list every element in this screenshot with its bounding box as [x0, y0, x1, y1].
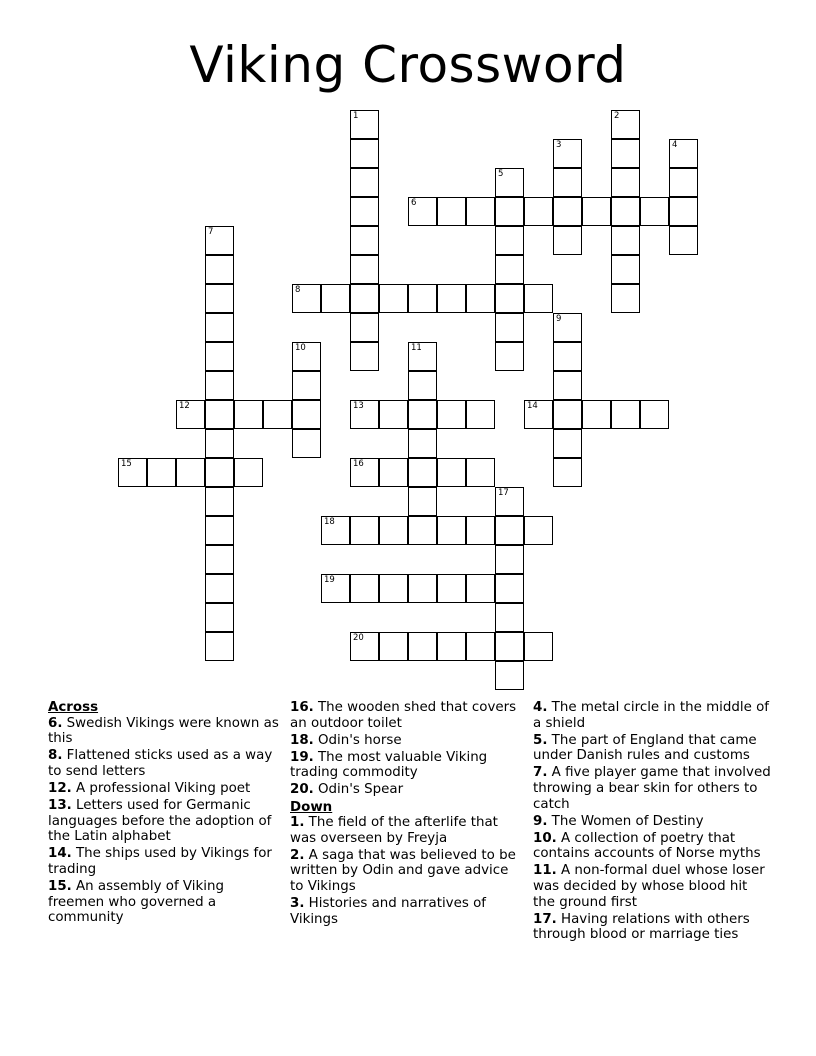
- clue-label: 12.: [48, 780, 72, 796]
- clue-text: An assembly of Viking freemen who governed a community: [48, 879, 224, 926]
- clue-label: 15.: [48, 879, 72, 895]
- grid-cell[interactable]: [466, 400, 495, 429]
- grid-cell[interactable]: [205, 371, 234, 400]
- grid-cell[interactable]: [437, 400, 466, 429]
- clue-text: A non-formal duel whose loser was decided by whose blood hit the ground first: [533, 863, 765, 910]
- grid-cell[interactable]: [553, 400, 582, 429]
- grid-cell[interactable]: [292, 371, 321, 400]
- clue-text: The most valuable Viking trading commodity: [290, 749, 488, 781]
- grid-cell[interactable]: [437, 516, 466, 545]
- clue-number: 6: [411, 198, 417, 208]
- clue-label: 19.: [290, 749, 314, 765]
- grid-cell[interactable]: [495, 632, 524, 661]
- grid-cell[interactable]: [350, 197, 379, 226]
- grid-cell[interactable]: [292, 429, 321, 458]
- grid-cell[interactable]: [408, 632, 437, 661]
- grid-cell[interactable]: [292, 400, 321, 429]
- grid-cell[interactable]: [205, 487, 234, 516]
- grid-cell[interactable]: [379, 516, 408, 545]
- grid-cell[interactable]: [495, 226, 524, 255]
- clue-number: 7: [208, 227, 214, 237]
- grid-cell[interactable]: [408, 429, 437, 458]
- clue-text: Letters used for Germanic languages before the adoption of the Latin alphabet: [48, 798, 272, 845]
- clue-number: 1: [353, 111, 359, 121]
- clue-label: 11.: [533, 863, 557, 879]
- grid-cell[interactable]: [350, 458, 379, 487]
- clue-label: 16.: [290, 700, 314, 715]
- grid-cell[interactable]: [176, 400, 205, 429]
- clue-number: 3: [556, 140, 562, 150]
- grid-cell[interactable]: [408, 516, 437, 545]
- grid-cell[interactable]: [350, 110, 379, 139]
- grid-cell[interactable]: [495, 603, 524, 632]
- grid-cell[interactable]: [669, 226, 698, 255]
- clue-column-2: [290, 700, 526, 929]
- clue-label: 10.: [533, 830, 557, 846]
- clue-label: 13.: [48, 798, 72, 814]
- clue-number: 5: [498, 169, 504, 179]
- grid-cell[interactable]: [292, 342, 321, 371]
- across-clue: [290, 750, 526, 781]
- grid-cell[interactable]: [379, 400, 408, 429]
- grid-cell[interactable]: [611, 139, 640, 168]
- grid-cell[interactable]: [466, 458, 495, 487]
- clue-text: The part of England that came under Danish rules and customs: [533, 732, 757, 764]
- grid-cell[interactable]: [553, 226, 582, 255]
- clue-label: 3.: [290, 896, 305, 912]
- grid-cell[interactable]: [553, 371, 582, 400]
- across-clue: [48, 781, 284, 797]
- grid-cell[interactable]: [408, 574, 437, 603]
- across-clue: [48, 846, 284, 877]
- grid-cell[interactable]: [553, 139, 582, 168]
- clue-text: Odin's horse: [318, 732, 402, 748]
- across-clue: [48, 798, 284, 845]
- grid-cell[interactable]: [611, 226, 640, 255]
- grid-cell[interactable]: [466, 632, 495, 661]
- across-clue: [290, 782, 526, 798]
- grid-cell[interactable]: [379, 458, 408, 487]
- grid-cell[interactable]: [408, 197, 437, 226]
- grid-cell[interactable]: [350, 632, 379, 661]
- down-clue: [290, 848, 526, 895]
- down-clue: [533, 733, 773, 764]
- grid-cell[interactable]: [408, 284, 437, 313]
- clue-text: Histories and narratives of Vikings: [290, 896, 486, 927]
- grid-cell[interactable]: [553, 458, 582, 487]
- clue-number: 19: [324, 575, 335, 585]
- grid-cell[interactable]: [495, 255, 524, 284]
- down-heading: Down: [290, 799, 333, 815]
- across-clue: [48, 716, 284, 747]
- grid-cell[interactable]: [669, 168, 698, 197]
- grid-cell[interactable]: [350, 168, 379, 197]
- grid-cell[interactable]: [495, 313, 524, 342]
- clue-text: A five player game that involved throwing a bear skin for others to catch: [533, 765, 771, 812]
- clue-text: Swedish Vikings were known as this: [48, 715, 279, 747]
- clue-text: The metal circle in the middle of a shield: [533, 700, 770, 731]
- grid-cell[interactable]: [611, 197, 640, 226]
- clue-text: Flattened sticks used as a way to send letters: [48, 748, 273, 779]
- clue-number: 2: [614, 111, 620, 121]
- clue-number: 12: [179, 401, 190, 411]
- down-clue: [533, 700, 773, 731]
- grid-cell[interactable]: [350, 226, 379, 255]
- grid-cell[interactable]: [495, 516, 524, 545]
- grid-cell[interactable]: [350, 255, 379, 284]
- grid-cell[interactable]: [205, 458, 234, 487]
- clue-label: 6.: [48, 715, 63, 731]
- grid-cell[interactable]: [205, 429, 234, 458]
- grid-cell[interactable]: [582, 197, 611, 226]
- across-clue: [290, 733, 526, 749]
- grid-cell[interactable]: [350, 516, 379, 545]
- clue-text: Odin's Spear: [318, 782, 404, 798]
- grid-cell[interactable]: [437, 284, 466, 313]
- across-heading: Across: [48, 700, 99, 715]
- grid-cell[interactable]: [350, 313, 379, 342]
- clue-text: The Women of Destiny: [551, 813, 704, 829]
- grid-cell[interactable]: [553, 342, 582, 371]
- grid-cell[interactable]: [205, 545, 234, 574]
- grid-cell[interactable]: [176, 458, 205, 487]
- grid-cell[interactable]: [466, 284, 495, 313]
- grid-cell[interactable]: [495, 661, 524, 690]
- down-clue: [533, 814, 773, 830]
- grid-cell[interactable]: [495, 487, 524, 516]
- clue-number: 17: [498, 488, 509, 498]
- down-clue: [290, 896, 526, 927]
- grid-cell[interactable]: [524, 516, 553, 545]
- grid-cell[interactable]: [205, 516, 234, 545]
- grid-cell[interactable]: [350, 342, 379, 371]
- grid-cell[interactable]: [495, 284, 524, 313]
- grid-cell[interactable]: [524, 632, 553, 661]
- grid-cell[interactable]: [408, 342, 437, 371]
- clue-label: 2.: [290, 847, 305, 863]
- clue-number: 20: [353, 633, 364, 643]
- clue-text: The ships used by Vikings for trading: [48, 846, 272, 877]
- clue-label: 9.: [533, 813, 548, 829]
- clue-text: A professional Viking poet: [76, 780, 251, 796]
- clue-text: Having relations with others through blood or marriage ties: [533, 911, 750, 943]
- grid-cell[interactable]: [234, 400, 263, 429]
- clue-label: 8.: [48, 748, 63, 764]
- grid-cell[interactable]: [669, 139, 698, 168]
- down-clue: [290, 815, 526, 846]
- clue-number: 9: [556, 314, 562, 324]
- grid-cell[interactable]: [205, 400, 234, 429]
- grid-cell[interactable]: [466, 574, 495, 603]
- grid-cell[interactable]: [350, 284, 379, 313]
- grid-cell[interactable]: [524, 197, 553, 226]
- grid-cell[interactable]: [640, 400, 669, 429]
- clue-label: 14.: [48, 846, 72, 862]
- grid-cell[interactable]: [611, 168, 640, 197]
- across-clue: [48, 748, 284, 779]
- grid-cell[interactable]: [582, 400, 611, 429]
- grid-cell[interactable]: [205, 284, 234, 313]
- clue-number: 15: [121, 459, 132, 469]
- grid-cell[interactable]: [379, 574, 408, 603]
- grid-cell[interactable]: [147, 458, 176, 487]
- grid-cell[interactable]: [437, 197, 466, 226]
- grid-cell[interactable]: [321, 284, 350, 313]
- grid-cell[interactable]: [205, 226, 234, 255]
- grid-cell[interactable]: [495, 168, 524, 197]
- grid-cell[interactable]: [495, 197, 524, 226]
- grid-cell[interactable]: [350, 139, 379, 168]
- grid-cell[interactable]: [553, 168, 582, 197]
- grid-cell[interactable]: [495, 342, 524, 371]
- grid-cell[interactable]: [408, 458, 437, 487]
- clue-label: 20.: [290, 782, 314, 798]
- grid-cell[interactable]: [611, 110, 640, 139]
- down-clue: [533, 831, 773, 862]
- grid-cell[interactable]: [495, 545, 524, 574]
- clue-label: 5.: [533, 732, 548, 748]
- grid-cell[interactable]: [350, 574, 379, 603]
- grid-cell[interactable]: [350, 400, 379, 429]
- clue-number: 13: [353, 401, 364, 411]
- clue-text: A collection of poetry that contains accounts of Norse myths: [533, 830, 761, 862]
- clue-label: 4.: [533, 700, 548, 715]
- grid-cell[interactable]: [205, 574, 234, 603]
- grid-cell[interactable]: [205, 313, 234, 342]
- grid-cell[interactable]: [669, 197, 698, 226]
- grid-cell[interactable]: [437, 632, 466, 661]
- down-clue: [533, 765, 773, 812]
- grid-cell[interactable]: [611, 284, 640, 313]
- grid-cell[interactable]: [640, 197, 669, 226]
- clue-text: The wooden shed that covers an outdoor toilet: [290, 700, 517, 731]
- grid-cell[interactable]: [263, 400, 292, 429]
- grid-cell[interactable]: [234, 458, 263, 487]
- clue-number: 18: [324, 517, 335, 527]
- grid-cell[interactable]: [205, 603, 234, 632]
- clue-number: 8: [295, 285, 301, 295]
- grid-cell[interactable]: [466, 197, 495, 226]
- grid-cell[interactable]: [379, 632, 408, 661]
- grid-cell[interactable]: [205, 342, 234, 371]
- grid-cell[interactable]: [321, 516, 350, 545]
- clue-text: The field of the afterlife that was overseen by Freyja: [290, 815, 498, 846]
- grid-cell[interactable]: [408, 371, 437, 400]
- down-clue: [533, 863, 773, 910]
- clue-label: 1.: [290, 815, 305, 831]
- grid-cell[interactable]: [118, 458, 147, 487]
- across-clue: [48, 879, 284, 926]
- clue-number: 4: [672, 140, 678, 150]
- grid-cell[interactable]: [437, 458, 466, 487]
- grid-cell[interactable]: [524, 400, 553, 429]
- grid-cell[interactable]: [553, 313, 582, 342]
- clue-number: 14: [527, 401, 538, 411]
- clue-column-3: [533, 700, 773, 944]
- clue-label: 7.: [533, 765, 548, 781]
- clue-number: 16: [353, 459, 364, 469]
- grid-cell[interactable]: [466, 516, 495, 545]
- clue-column-1: [48, 700, 284, 927]
- grid-cell[interactable]: [205, 632, 234, 661]
- grid-cell[interactable]: [524, 284, 553, 313]
- grid-cell[interactable]: [553, 429, 582, 458]
- clue-number: 10: [295, 343, 306, 353]
- clue-label: 17.: [533, 911, 557, 927]
- grid-cell[interactable]: [379, 284, 408, 313]
- grid-cell[interactable]: [437, 574, 466, 603]
- grid-cell[interactable]: [321, 574, 350, 603]
- across-clue: [290, 700, 526, 731]
- grid-cell[interactable]: [611, 400, 640, 429]
- clue-label: 18.: [290, 732, 314, 748]
- clue-text: A saga that was believed to be written by Odin and gave advice to Vikings: [290, 847, 516, 895]
- page-title: Viking Crossword: [189, 36, 627, 94]
- grid-cell[interactable]: [292, 284, 321, 313]
- down-clue: [533, 912, 773, 943]
- grid-cell[interactable]: [495, 574, 524, 603]
- clue-number: 11: [411, 343, 422, 353]
- grid-cell[interactable]: [553, 197, 582, 226]
- grid-cell[interactable]: [205, 255, 234, 284]
- grid-cell[interactable]: [408, 487, 437, 516]
- grid-cell[interactable]: [611, 255, 640, 284]
- grid-cell[interactable]: [408, 400, 437, 429]
